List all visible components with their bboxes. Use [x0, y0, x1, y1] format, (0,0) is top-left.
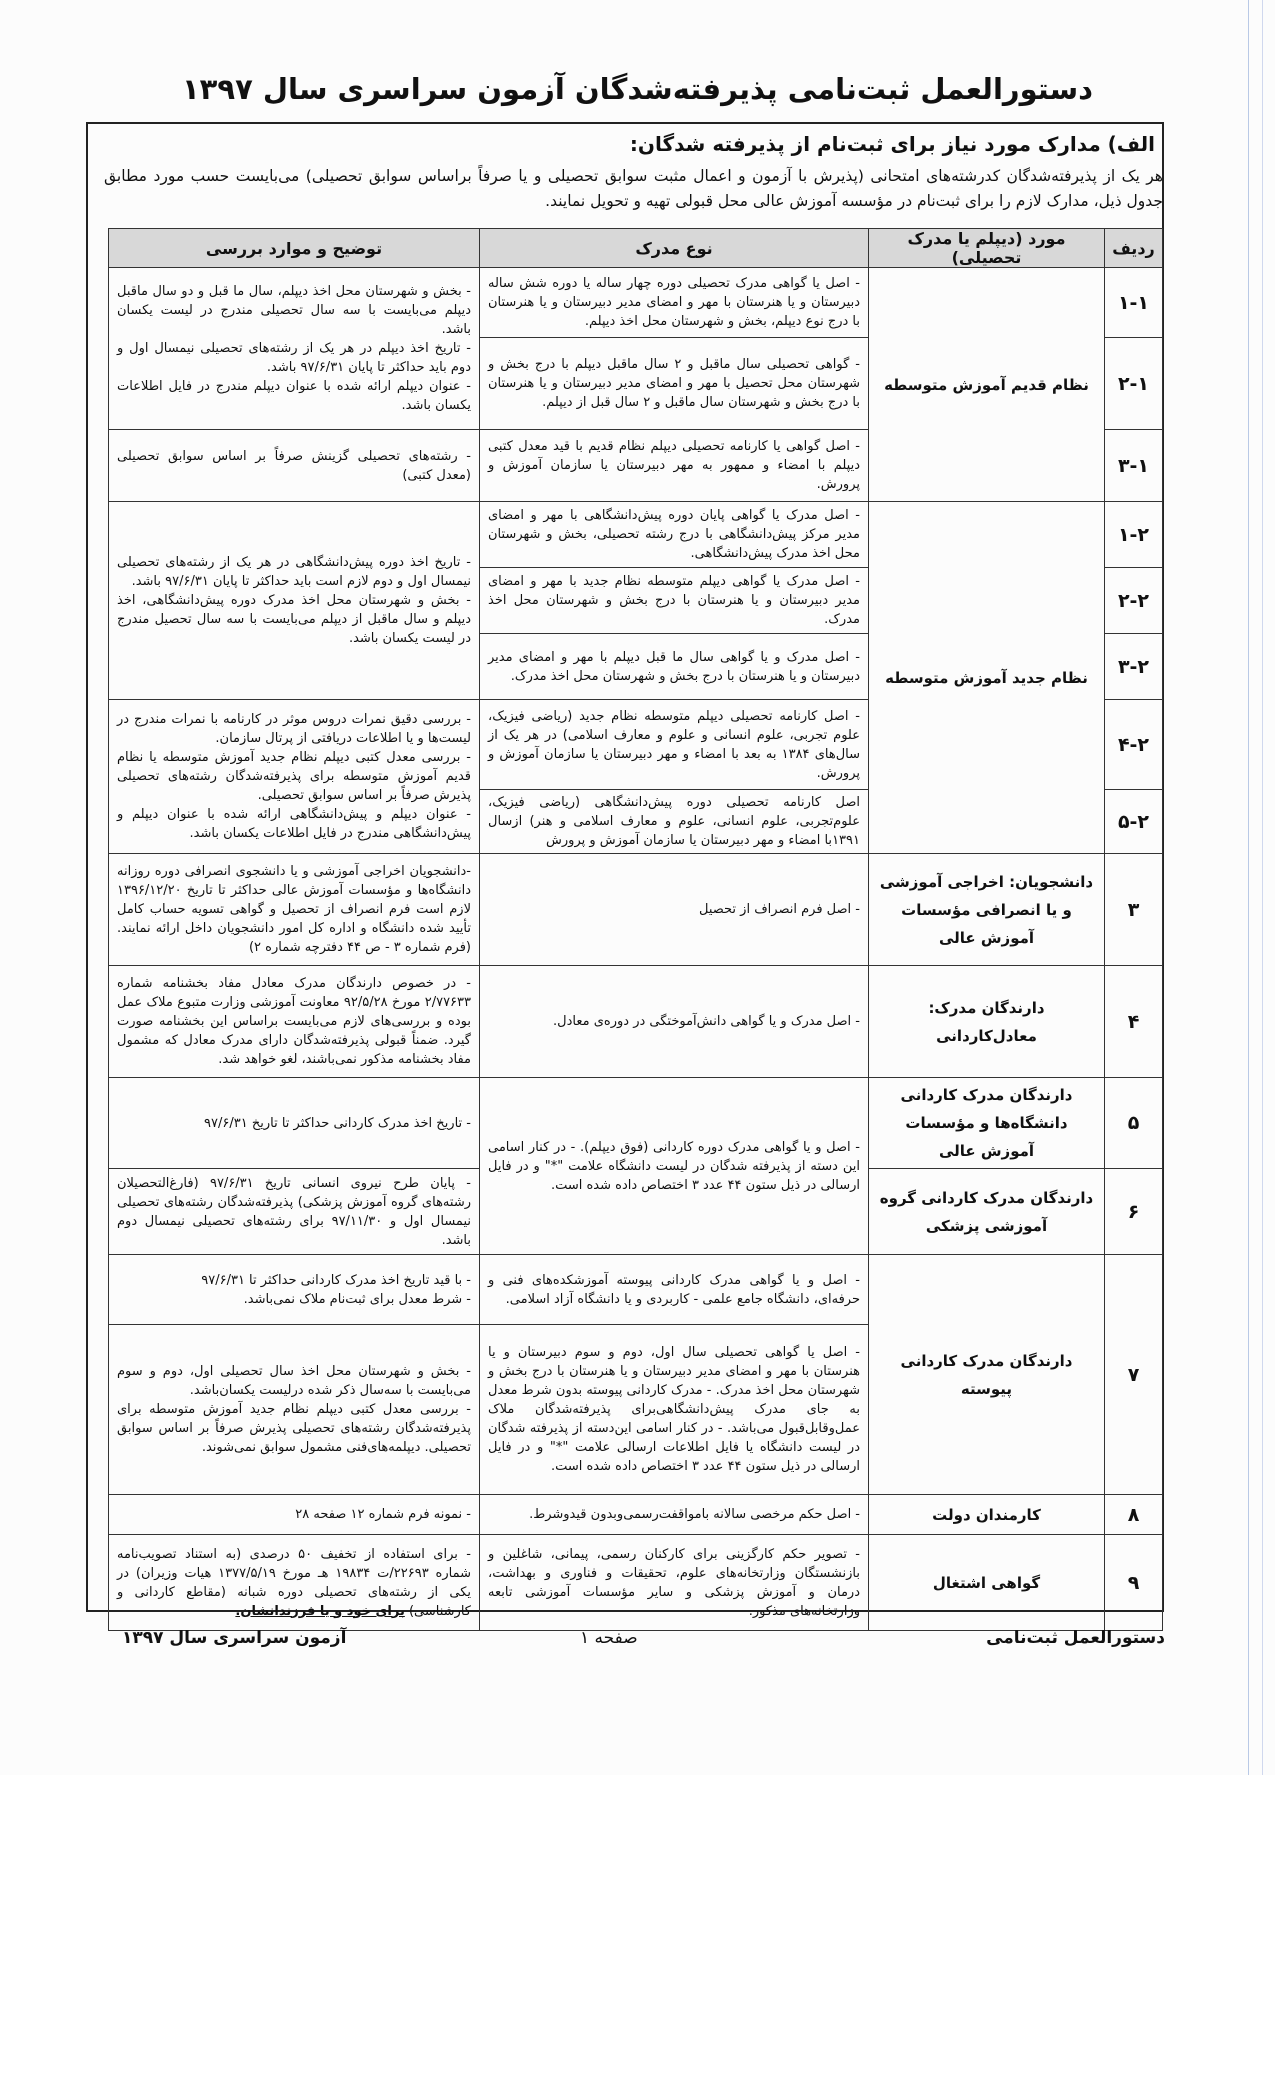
explanation-cell [109, 1078, 480, 1169]
table-row [109, 1535, 1163, 1631]
section-heading: الف) مدارک مورد نیاز برای ثبت‌نام از پذیرفته شدگان: [629, 132, 1155, 156]
category-cell: دارندگان مدرک: معادل‌کاردانی [869, 966, 1105, 1078]
row-number: ۶ [1105, 1169, 1163, 1255]
explanation-line: - عنوان دیپلم و پیش‌دانشگاهی ارائه شده با عنوان دیپلم و پیش‌دانشگاهی مندرج در فایل اطلاعات یکسان باشد. [117, 807, 471, 841]
explanation-cell [109, 502, 480, 700]
category-cell: دارندگان مدرک کاردانی پیوسته [869, 1255, 1105, 1495]
header-explanation: توضیح و موارد بررسی [109, 229, 480, 268]
category-cell: نظام قدیم آموزش متوسطه [869, 268, 1105, 502]
document-cell: - اصل گواهی یا کارنامه تحصیلی دیپلم نظام قدیم با قید معدل کتبی دیپلم با امضاء و ممهور به مهر دبیرستان یا سازمان آموزش و پرورش. [480, 430, 869, 502]
category-cell: دارندگان مدرک کاردانی گروه آموزشی پزشکی [869, 1169, 1105, 1255]
table-row [109, 502, 1163, 568]
explanation-line: -دانشجویان اخراجی آموزشی و یا دانشجوی انصرافی دوره روزانه دانشگاه‌ها و مؤسسات آموزش عالی حداکثر تا تاریخ ۱۳۹۶/۱۲/۲۰ لازم است فرم انصراف از تحصیل و گواهی تسویه حساب کامل تأیید شده دانشگاه و اداره کل امور دانشجویان داخل ارائه نمایند. (فرم شماره ۳ - ص ۴۴ دفترچه شماره ۲) [117, 864, 471, 955]
explanation-cell [109, 1325, 480, 1495]
explanation-line: - بررسی معدل کتبی دیپلم نظام جدید آموزش متوسطه برای پذیرفته‌شدگان رشته‌های تحصیلی پذیرش صرفاً بر اساس سوابق تحصیلی. دیپلمه‌های‌فنی مشمول سوابق نمی‌شوند. [117, 1402, 471, 1455]
category-cell: دارندگان مدرک کاردانی دانشگاه‌ها و مؤسسات آموزش عالی [869, 1078, 1105, 1169]
page-title: دستورالعمل ثبت‌نامی پذیرفته‌شدگان آزمون سراسری سال ۱۳۹۷ [181, 72, 1094, 106]
document-cell: - اصل کارنامه تحصیلی دیپلم متوسطه نظام جدید (ریاضی فیزیک، علوم تجربی، علوم انسانی و علوم و معارف اسلامی) در هر یک از سال‌های ۱۳۸۴ به بعد با امضاء و مهر دبیرستان یا سازمان آموزش و پرورش. [480, 700, 869, 790]
row-number: ۴ [1105, 966, 1163, 1078]
requirements-table [108, 228, 1163, 1631]
explanation-line: - بخش و شهرستان محل اخذ مدرک دوره پیش‌دانشگاهی، اخذ دیپلم و سال ماقبل از دیپلم می‌بایست با سه سال تحصیل مندرج در لیست یکسان باشد. [117, 593, 471, 646]
footer-doc-name: دستورالعمل ثبت‌نامی [986, 1628, 1165, 1648]
document-cell: - اصل مدرک و یا گواهی دانش‌آموختگی در دوره‌ی معادل. [480, 966, 869, 1078]
row-number: ۳-۲ [1105, 634, 1163, 700]
document-cell: - اصل فرم انصراف از تحصیل [480, 854, 869, 966]
explanation-line: - برای استفاده از تخفیف ۵۰ درصدی (به استناد تصویب‌نامه شماره ۲۲۶۹۳/ت ۱۹۸۳۴ هـ مورخ ۱۳۷۷/۵/۱۹ هیات وزیران) در یکی از رشته‌های تحصیلی دوره شبانه (مقاطع کاردانی و کارشناسی) [117, 1546, 471, 1619]
row-number: ۱-۲ [1105, 502, 1163, 568]
explanation-cell [109, 966, 480, 1078]
explanation-cell [109, 700, 480, 854]
document-cell: اصل کارنامه تحصیلی دوره پیش‌دانشگاهی (ریاضی فیزیک، علوم‌تجربی، علوم انسانی، علوم و معارف اسلامی و هنر) ازسال ۱۳۹۱با امضاء و مهر دبیرستان یا سازمان آموزش و پرورش [480, 790, 869, 854]
table-row [109, 268, 1163, 338]
category-cell: دانشجویان: اخراجی آموزشی و یا انصرافی مؤسسات آموزش عالی [869, 854, 1105, 966]
document-cell: - اصل مدرک یا گواهی پایان دوره پیش‌دانشگاهی با مهر و امضای مدیر مرکز پیش‌دانشگاهی با درج رشته تحصیلی، بخش و شهرستان محل اخذ مدرک پیش‌دانشگاهی. [480, 502, 869, 568]
document-cell: - اصل مدرک و یا گواهی سال ما قبل دیپلم با مهر و امضای مدیر دبیرستان و یا هنرستان با درج بخش و شهرستان محل اخذ مدرک. [480, 634, 869, 700]
category-cell: کارمندان دولت [869, 1495, 1105, 1535]
explanation-line: - بخش و شهرستان محل اخذ دیپلم، سال ما قبل و دو سال ماقبل دیپلم می‌بایست با سه سال تحصیلی مندرج در لیست یکسان باشد. [117, 284, 471, 337]
explanation-emphasis: برای خود و یا فرزندانشان. [235, 1603, 405, 1619]
explanation-line: - رشته‌های تحصیلی گزینش صرفاً بر اساس سوابق تحصیلی (معدل کتبی) [117, 448, 471, 483]
explanation-cell [109, 268, 480, 430]
margin-line [1248, 0, 1249, 1775]
table-row [109, 854, 1163, 966]
intro-paragraph: هر یک از پذیرفته‌شدگان کدرشته‌های امتحانی (پذیرش با آزمون و اعمال مثبت سوابق تحصیلی و یا صرفاً براساس سوابق تحصیلی) می‌بایست حسب مورد مطابق جدول ذیل، مدارک لازم را برای ثبت‌نام در مؤسسه آموزش عالی محل قبولی تهیه و تحویل نمایند. [104, 167, 1163, 210]
row-number: ۵-۲ [1105, 790, 1163, 854]
footer-page-number: صفحه ۱ [580, 1628, 638, 1648]
document-cell: - اصل یا گواهی تحصیلی سال اول، دوم و سوم دبیرستان و یا هنرستان با مهر و امضای مدیر دبیرستان و یا هنرستان با درج بخش و شهرستان محل اخذ مدرک. - مدرک کاردانی پیوسته بدون شرط معدل به جای مدرک پیش‌دانشگاهی‌برای پذیرفته‌شدگان ملاک عمل‌وقابل‌قبول می‌باشد. - در کنار اسامی این‌دسته از پذیرفته‌ شدگان در لیست دانشگاه یا فایل اطلاعات ارسالی علامت "*" و در فایل ارسالی در ذیل ستون ۴۴ عدد ۳ اختصاص داده شده است. [480, 1325, 869, 1495]
row-number: ۹ [1105, 1535, 1163, 1631]
explanation-line: - با قید تاریخ اخذ مدرک کاردانی حداکثر تا ۹۷/۶/۳۱ [201, 1272, 471, 1288]
document-cell: - اصل و یا گواهی مدرک کاردانی پیوسته آموزشکده‌های فنی و حرفه‌ای، دانشگاه جامع علمی - کاربردی و یا دانشگاه آزاد اسلامی. [480, 1255, 869, 1325]
row-number: ۵ [1105, 1078, 1163, 1169]
explanation-line: - در خصوص دارندگان مدرک معادل مفاد بخشنامه شماره ۲/۷۷۶۳۳ مورخ ۹۲/۵/۲۸ معاونت آموزشی وزارت متبوع ملاک عمل بوده و بررسی‌های لازم می‌بایست براساس این بخشنامه صورت گیرد. ضمناً قبولی پذیرفته‌شدگان دارای مدرک معادل که مشمول مفاد بخشنامه مذکور نمی‌باشند، لغو خواهد شد. [117, 976, 471, 1067]
document-cell: - گواهی تحصیلی سال ماقبل و ۲ سال ماقبل دیپلم با درج بخش و شهرستان محل تحصیل با مهر و امضای مدیر دبیرستان و یا هنرستان با درج بخش و شهرستان سال ماقبل و ۲ سال قبل از دیپلم. [480, 338, 869, 430]
explanation-line: - عنوان دیپلم ارائه شده با عنوان دیپلم مندرج در فایل اطلاعات یکسان باشد. [117, 379, 471, 413]
explanation-line: - بخش و شهرستان محل اخذ سال تحصیلی اول، دوم و سوم می‌بایست با سه‌سال ذکر شده درلیست یکسان‌باشد. [117, 1364, 471, 1398]
table-row [109, 966, 1163, 1078]
row-number: ۸ [1105, 1495, 1163, 1535]
row-number: ۱-۱ [1105, 268, 1163, 338]
header-category: مورد (دیپلم یا مدرک تحصیلی) [869, 229, 1105, 268]
header-document-type: نوع مدرک [480, 229, 869, 268]
row-number: ۷ [1105, 1255, 1163, 1495]
explanation-cell [109, 854, 480, 966]
explanation-cell [109, 1169, 480, 1255]
explanation-line: - نمونه فرم شماره ۱۲ صفحه ۲۸ [295, 1507, 471, 1522]
margin-line [1262, 0, 1263, 1775]
document-cell: - اصل و یا گواهی مدرک دوره کاردانی (فوق دیپلم). - در کنار اسامی این دسته از پذیرفته شدگان در لیست دانشگاه علامت "*" و در فایل ارسالی در ذیل ستون ۴۴ عدد ۳ اختصاص داده شده است. [480, 1078, 869, 1255]
row-number: ۳ [1105, 854, 1163, 966]
row-number: ۲-۱ [1105, 338, 1163, 430]
explanation-line: - پایان طرح نیروی انسانی تاریخ ۹۷/۶/۳۱ (فارغ‌التحصیلان رشته‌های گروه آموزش پزشکی) پذیرفته‌شدگان رشته‌های تحصیلی نیمسال اول و ۹۷/۱۱/۳۰ برای رشته‌های تحصیلی نیمسال دوم باشد. [117, 1175, 471, 1248]
header-row-number: ردیف [1105, 229, 1163, 268]
explanation-cell [109, 430, 480, 502]
table-row [109, 1078, 1163, 1169]
explanation-line: - بررسی دقیق نمرات دروس موثر در کارنامه با نمرات مندرج در لیست‌ها و یا اطلاعات دریافتی از پرتال سازمان. [117, 712, 471, 746]
document-cell: - اصل مدرک یا گواهی دیپلم متوسطه نظام جدید با مهر و امضای مدیر دبیرستان و یا هنرستان با درج بخش و شهرستان محل اخذ مدرک. [480, 568, 869, 634]
row-number: ۴-۲ [1105, 700, 1163, 790]
explanation-line: - تاریخ اخذ مدرک کاردانی حداکثر تا تاریخ ۹۷/۶/۳۱ [204, 1115, 471, 1131]
explanation-cell [109, 1255, 480, 1325]
document-cell: - اصل یا گواهی مدرک تحصیلی دوره چهار ساله یا دوره شش ساله دبیرستان و یا هنرستان با مهر و امضای مدیر دبیرستان و یا هنرستان با درج نوع دیپلم، بخش و شهرستان محل اخذ دیپلم. [480, 268, 869, 338]
table-row [109, 1255, 1163, 1325]
explanation-line: - تاریخ اخذ دیپلم در هر یک از رشته‌های تحصیلی نیمسال اول و دوم باید حداکثر تا پایان ۹۷/۶/۳۱ باشد. [117, 341, 471, 375]
table-row [109, 1495, 1163, 1535]
footer-exam-name: آزمون سراسری سال ۱۳۹۷ [122, 1628, 347, 1648]
category-cell: گواهی اشتغال [869, 1535, 1105, 1631]
table-header-row [109, 229, 1163, 268]
explanation-cell [109, 1495, 480, 1535]
document-cell: - اصل حکم مرخصی سالانه بامواقفت‌رسمی‌وبدون قیدوشرط. [480, 1495, 869, 1535]
explanation-line: - شرط معدل برای ثبت‌نام ملاک نمی‌باشد. [243, 1291, 471, 1307]
document-cell: - تصویر حکم کارگزینی برای کارکنان رسمی، پیمانی، شاغلین و بازنشستگان وزارتخانه‌های علوم، تحقیقات و فناوری و بهداشت، درمان و آموزش پزشکی و سایر مؤسسات آموزشی تابعه وزارتخانه‌های مذکور. [480, 1535, 869, 1631]
explanation-line: - تاریخ اخذ دوره پیش‌دانشگاهی در هر یک از رشته‌های تحصیلی نیمسال اول و دوم لازم است باید حداکثر تا پایان ۹۷/۶/۳۱ باشد. [117, 555, 471, 589]
row-number: ۲-۲ [1105, 568, 1163, 634]
explanation-line: - بررسی معدل کتبی دیپلم نظام جدید آموزش متوسطه یا نظام قدیم آموزش متوسطه برای پذیرفته‌شدگان رشته‌های تحصیلی پذیرش صرفاً بر اساس سوابق تحصیلی. [117, 750, 471, 803]
row-number: ۳-۱ [1105, 430, 1163, 502]
explanation-cell [109, 1535, 480, 1631]
category-cell: نظام جدید آموزش متوسطه [869, 502, 1105, 854]
